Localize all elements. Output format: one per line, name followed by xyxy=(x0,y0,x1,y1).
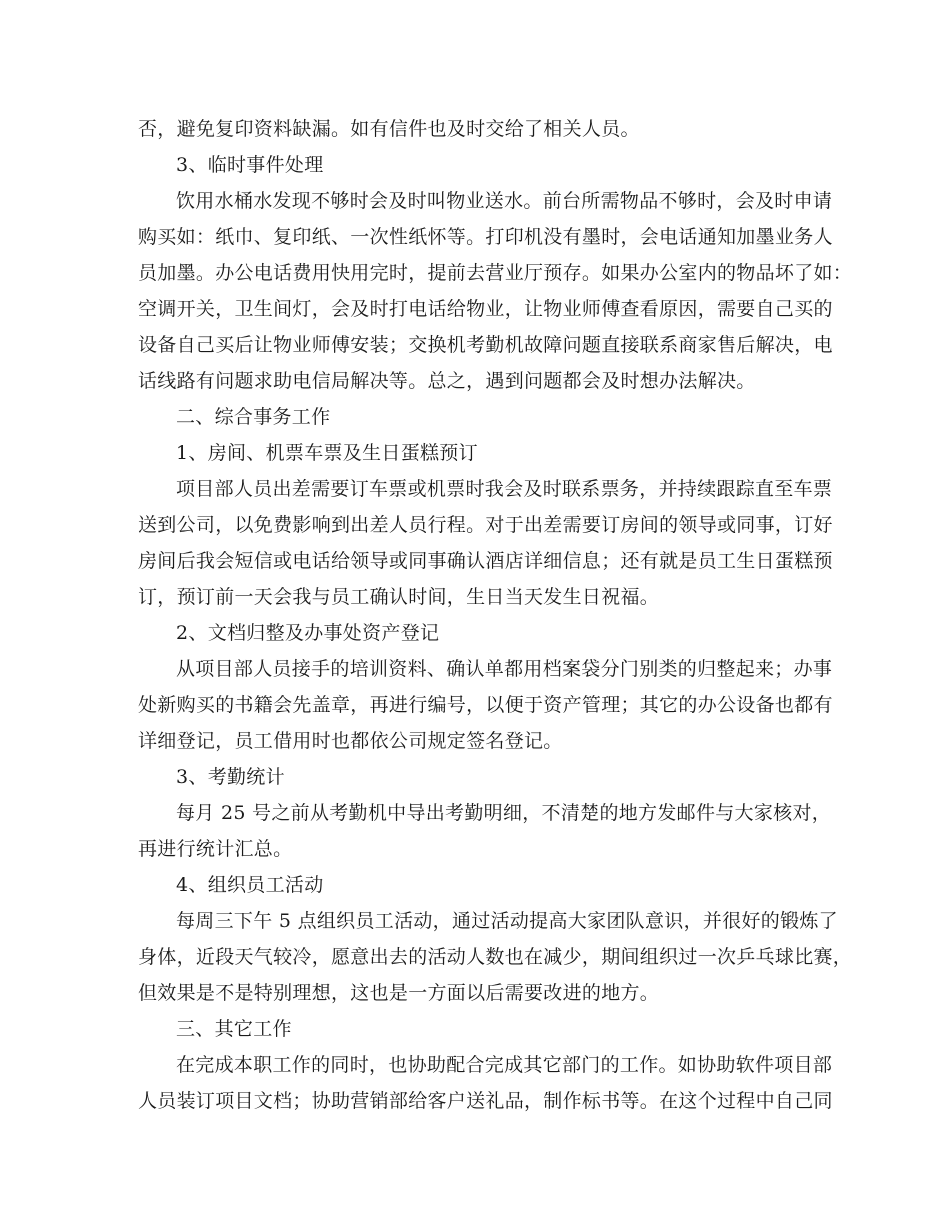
section-heading: 3、考勤统计 xyxy=(176,766,285,788)
paragraph-line: 否，避免复印资料缺漏。如有信件也及时交给了相关人员。 xyxy=(138,118,640,140)
paragraph-line: 每月 25 号之前从考勤机中导出考勤明细，不清楚的地方发邮件与大家核对， xyxy=(176,802,832,824)
paragraph-line: 再进行统计汇总。 xyxy=(138,838,293,860)
paragraph-line: 空调开关，卫生间灯，会及时打电话给物业，让物业师傅查看原因，需要自己买的 xyxy=(138,298,833,320)
paragraph-line: 订，预订前一天会我与员工确认时间，生日当天发生日祝福。 xyxy=(138,586,660,608)
paragraph-line: 饮用水桶水发现不够时会及时叫物业送水。前台所需物品不够时，会及时申请 xyxy=(176,190,833,212)
paragraph-line: 身体，近段天气较冷，愿意出去的活动人数也在减少，期间组织过一次乒乓球比赛， xyxy=(138,946,853,968)
paragraph-line: 房间后我会短信或电话给领导或同事确认酒店详细信息；还有就是员工生日蛋糕预 xyxy=(138,550,833,572)
section-heading: 2、文档归整及办事处资产登记 xyxy=(176,622,440,644)
section-heading: 二、综合事务工作 xyxy=(176,406,331,428)
paragraph-line: 设备自己买后让物业师傅安装；交换机考勤机故障问题直接联系商家售后解决，电 xyxy=(138,334,833,356)
section-heading: 1、房间、机票车票及生日蛋糕预订 xyxy=(176,442,478,464)
paragraph-line: 项目部人员出差需要订车票或机票时我会及时联系票务，并持续跟踪直至车票 xyxy=(176,478,833,500)
paragraph-line: 购买如：纸巾、复印纸、一次性纸怀等。打印机没有墨时，会电话通知加墨业务人 xyxy=(138,226,833,248)
paragraph-line: 在完成本职工作的同时，也协助配合完成其它部门的工作。如协助软件项目部 xyxy=(176,1054,833,1076)
paragraph-line: 详细登记，员工借用时也都依公司规定签名登记。 xyxy=(138,730,563,752)
section-heading: 4、组织员工活动 xyxy=(176,874,324,896)
paragraph-line: 话线路有问题求助电信局解决等。总之，遇到问题都会及时想办法解决。 xyxy=(138,370,756,392)
section-heading: 3、临时事件处理 xyxy=(176,154,324,176)
paragraph-line: 人员装订项目文档；协助营销部给客户送礼品，制作标书等。在这个过程中自己同 xyxy=(138,1090,833,1112)
paragraph-line: 从项目部人员接手的培训资料、确认单都用档案袋分门别类的归整起来；办事 xyxy=(176,658,833,680)
section-heading: 三、其它工作 xyxy=(176,1018,292,1040)
paragraph-line: 送到公司，以免费影响到出差人员行程。对于出差需要订房间的领导或同事，订好 xyxy=(138,514,833,536)
paragraph-line: 处新购买的书籍会先盖章，再进行编号，以便于资产管理；其它的办公设备也都有 xyxy=(138,694,833,716)
paragraph-line: 每周三下午 5 点组织员工活动，通过活动提高大家团队意识，并很好的锻炼了 xyxy=(176,910,838,932)
paragraph-line: 但效果是不是特别理想，这也是一方面以后需要改进的地方。 xyxy=(138,982,660,1004)
paragraph-line: 员加墨。办公电话费用快用完时，提前去营业厅预存。如果办公室内的物品坏了如： xyxy=(138,262,853,284)
